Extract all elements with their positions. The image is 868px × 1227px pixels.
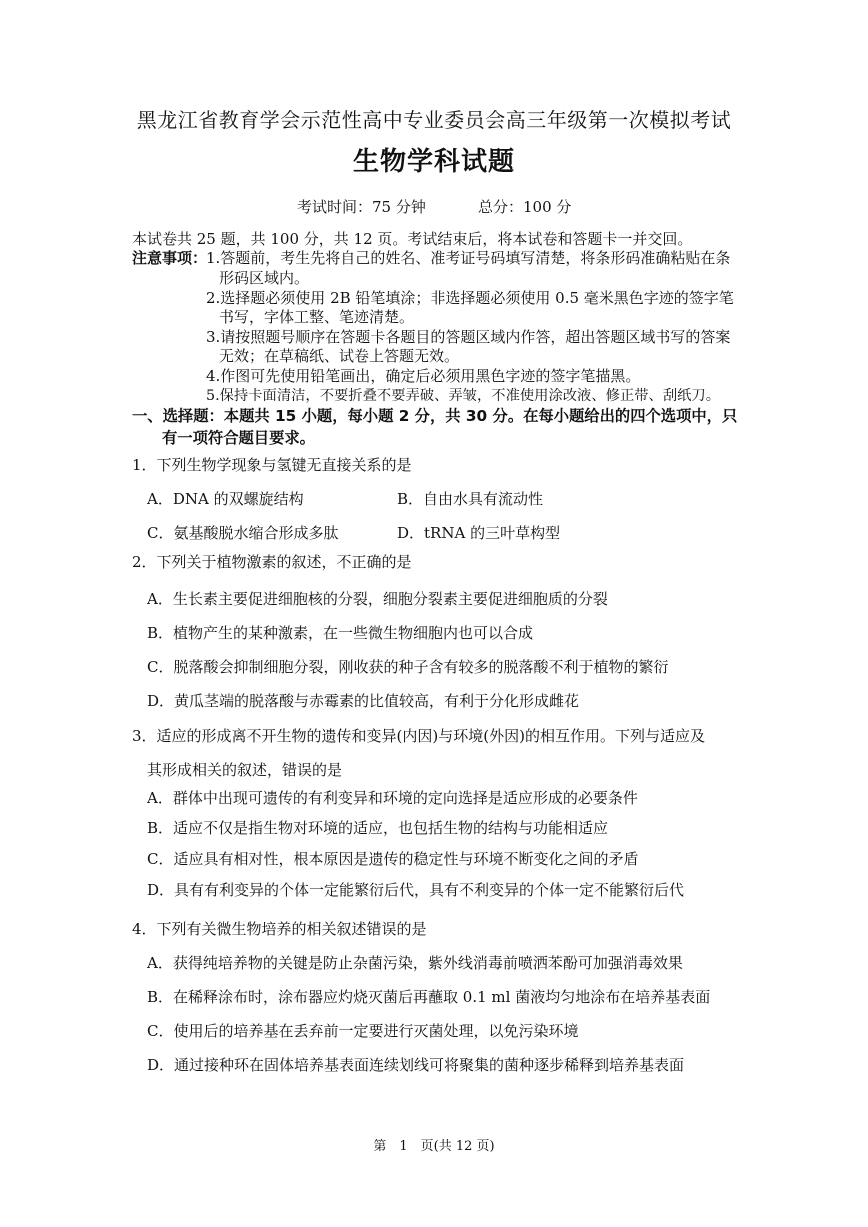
option-d: D．黄瓜茎端的脱落酸与赤霉素的比值较高，有利于分化形成雌花	[147, 692, 580, 710]
option-d: D．具有有利变异的个体一定能繁衍后代，具有不利变异的个体一定不能繁衍后代	[147, 881, 685, 899]
option-b: B．在稀释涂布时，涂布器应灼烧灭菌后再蘸取 0.1 ml 菌液均匀地涂布在培养基表面	[147, 988, 711, 1006]
note-line: 1.答题前，考生先将自己的姓名、准考证号码填写清楚，将条形码准确粘贴在条	[206, 249, 731, 267]
note-line: 形码区域内。	[219, 269, 310, 287]
page-footer: 第 1 页(共 12 页)	[373, 1139, 495, 1154]
question-stem: 2．下列关于植物激素的叙述，不正确的是	[132, 553, 412, 571]
total-score: 总分：100 分	[478, 198, 572, 216]
option-a: A．DNA 的双螺旋结构	[147, 490, 304, 508]
intro-text: 本试卷共 25 题，共 100 分，共 12 页。考试结束后，将本试卷和答题卡一并交回。	[132, 230, 693, 248]
option-c: C．适应具有相对性，根本原因是遗传的稳定性与环境不断变化之间的矛盾	[147, 850, 639, 868]
question-stem: 1．下列生物学现象与氢键无直接关系的是	[132, 456, 412, 474]
notes-label: 注意事项：	[132, 249, 208, 267]
option-c: C．使用后的培养基在丢弃前一定要进行灭菌处理，以免污染环境	[147, 1022, 579, 1040]
subject-title: 生物学科试题	[352, 147, 515, 177]
note-line: 无效；在草稿纸、试卷上答题无效。	[219, 347, 460, 365]
exam-header-title: 黑龙江省教育学会示范性高中专业委员会高三年级第一次模拟考试	[136, 108, 732, 132]
option-a: A．生长素主要促进细胞核的分裂，细胞分裂素主要促进细胞质的分裂	[147, 590, 608, 608]
option-a: A．获得纯培养物的关键是防止杂菌污染，紫外线消毒前喷洒苯酚可加强消毒效果	[147, 954, 683, 972]
option-d: D．通过接种环在固体培养基表面连续划线可将聚集的菌种逐步稀释到培养基表面	[147, 1056, 685, 1074]
option-c: C．脱落酸会抑制细胞分裂，刚收获的种子含有较多的脱落酸不利于植物的繁衍	[147, 658, 669, 676]
option-b: B．植物产生的某种激素，在一些微生物细胞内也可以合成	[147, 624, 534, 642]
note-line: 2.选择题必须使用 2B 铅笔填涂；非选择题必须使用 0.5 毫米黑色字迹的签字笔	[206, 289, 734, 307]
option-b: B．适应不仅是指生物对环境的适应，也包括生物的结构与功能相适应	[147, 819, 609, 837]
note-line: 3.请按照题号顺序在答题卡各题目的答题区域内作答，超出答题区域书写的答案	[206, 328, 731, 346]
option-c: C．氨基酸脱水缩合形成多肽	[147, 524, 339, 542]
note-line: 4.作图可先使用铅笔画出，确定后必须用黑色字迹的签字笔描黑。	[206, 367, 641, 385]
question-stem: 4．下列有关微生物培养的相关叙述错误的是	[132, 920, 427, 938]
section-heading-cont: 有一项符合题目要求。	[162, 429, 315, 447]
option-a: A．群体中出现可遗传的有利变异和环境的定向选择是适应形成的必要条件	[147, 789, 638, 807]
exam-time: 考试时间：75 分钟	[297, 198, 426, 216]
note-line: 5.保持卡面清洁，不要折叠不要弄破、弄皱，不准使用涂改液、修正带、刮纸刀。	[206, 388, 721, 404]
question-stem: 3．适应的形成离不开生物的遗传和变异(内因)与环境(外因)的相互作用。下列与适应及	[132, 727, 705, 745]
note-line: 书写，字体工整、笔迹清楚。	[219, 308, 415, 326]
option-d: D．tRNA 的三叶草构型	[397, 524, 561, 542]
question-stem-cont: 其形成相关的叙述，错误的是	[147, 761, 343, 779]
option-b: B．自由水具有流动性	[397, 490, 544, 508]
section-heading: 一、选择题：本题共 15 小题，每小题 2 分，共 30 分。在每小题给出的四个选项中，只	[132, 407, 738, 425]
